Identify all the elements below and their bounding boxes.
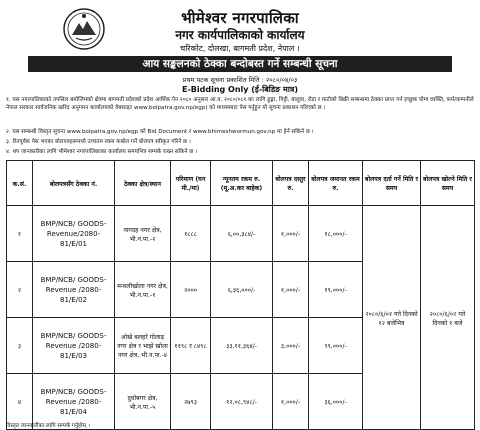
row-qty: २००० [171,262,211,318]
row-security: ३६,०००/- [309,374,363,430]
notice-paragraph-3: ३. रीतपूर्वक पेस भएका बोलपत्रहरूमध्ये उच्चतम रकम कबोल गर्ने बोलपत्र स्वीकृत गरिने छ । [6,139,191,145]
row-location: नागदह नगर क्षेत्र, भी.न.पा.-२ [115,206,171,262]
row-location: ओखे बलहरे गोलाढ नगर क्षेत्र र भाझे खोला नगर क्षेत्र, भी.न.पा.-४ [115,318,171,374]
col-header-security: बोलपत्र जमानत रकम रु. [309,161,363,206]
row-min-amount: ६,३६,०००/- [211,262,273,318]
notice-paragraph-4: ४. थप जानकारीका लागि भीमेश्वर नगरपालिकाका कार्यालय समयभित्र सम्पर्क राख्न सकिने छ । [6,149,198,155]
row-min-amount: ३३,११,३६४/- [211,318,273,374]
row-fee: ३,०००/- [273,318,309,374]
table-row [7,206,475,262]
row-qty: १८८८ [171,206,211,262]
col-header-ref: बोलपत्रसँग ठेक्का नं. [33,161,115,206]
col-header-location: ठेक्का क्षेत्र/स्थान [115,161,171,206]
col-header-open-date: बोलपत्र खोल्ने मिति र समय [421,161,475,206]
office-name: नगर कार्यपालिकाको कार्यालय [175,28,305,42]
row-fee: १,०००/- [273,262,309,318]
row-security: १९,०००/- [309,262,363,318]
notice-title-banner: आय सङ्कलनको ठेक्का बन्दोबस्त गर्ने सम्बन्धी सूचना [28,56,452,72]
row-sn: ४ [7,374,33,430]
office-address: चरिकोट, दोलखा, बागमती प्रदेश, नेपाल । [180,44,300,53]
row-location: दुधोबगर क्षेत्र, भी.न.पा.-५ [115,374,171,430]
table-header-row [7,161,475,206]
publish-date: प्रथम पटक सूचना प्रकाशित मिति : २०८०/०४/०३ [182,76,298,84]
row-security: १८,०००/- [309,206,363,262]
row-ref: BMP/NCB/ GOODS- Revenue /2080- 81/E/04 [33,374,115,430]
row-ref: BMP/NCB/ GOODS- Revenue/2080- 81/E/01 [33,206,115,262]
row-ref: BMP/NCB/ GOODS- Revenue /2080- 81/E/02 [33,262,115,318]
row-sn: ३ [7,318,33,374]
notice-paragraph-2: २. यस सम्बन्धी विस्तृत सूचना www.bolpatra.gov.np/egp को Bid Document र www.bhimeshwormun.gov.np मा हेर्न सकिने छ । [6,129,314,135]
row-qty: ११९८ र ८४९८ [171,318,211,374]
col-header-submit-date: बोलपत्र दर्ता गर्ने मिति र समय [363,161,421,206]
row-ref: BMP/NCB/ GOODS- Revenue /2080- 81/E/03 [33,318,115,374]
col-header-sn: क.सं. [7,161,33,206]
notice-paragraph-1: १. यस नगरपालिकाको तपसिल बमोजिमको क्षेत्रमा बागमती प्रदेशको प्रदेश आर्थिक ऐन २०८० अनुसार आ.व. २०८०/०८१ का लागि ढुङ्गा, गिट्टी, बालुवा, रोडा र माटोको बिक्री सम्बन्धमा ठेक्का प्राप्त गर्न इच्छुक योग्य व्यक्ति, फर्म/कम्पनीले नेपाल सरकार सार्वजनिक खरिद अनुगमन कार्यालयको वेबसाइट www.bolpatra.gov.np/egp) को माध्यमबाट पेस गर्नुहुन यो सूचना प्रकाशन गरिएको छ । [6,97,474,112]
row-fee: १,०००/- [273,206,309,262]
bidding-mode: E-Bidding Only (ई-बिडिङ मात्र) [182,85,298,94]
org-name: भीमेश्वर नगरपालिका [181,9,299,27]
footnote: विस्तृत जानकारीका लागि सम्पर्क गर्नुहोस् । [6,423,90,429]
row-min-amount: १२,०८,९४८/- [211,374,273,430]
row-min-amount: ६,००,३८४/- [211,206,273,262]
row-qty: २७९३ [171,374,211,430]
submit-date-cell: २०८०/६/०२ गते दिनको १२ बजेभित्र [363,206,421,430]
row-location: मन्थलीखोला नगर क्षेत्र, भी.न.पा.-१ [115,262,171,318]
row-security: ९९,०००/- [309,318,363,374]
open-date-cell: २०८०/६/०२ गते दिनको १ बजे [421,206,475,430]
col-header-fee: बोलपत्र दस्तुर रु. [273,161,309,206]
row-fee: १,०००/- [273,374,309,430]
col-header-qty: परिमाण (घन मी./मा) [171,161,211,206]
row-sn: १ [7,206,33,262]
contract-table [6,160,475,430]
row-sn: २ [7,262,33,318]
col-header-min-amount: न्यूनतम रकम रु. (मू.अ.कर बाहेक) [211,161,273,206]
